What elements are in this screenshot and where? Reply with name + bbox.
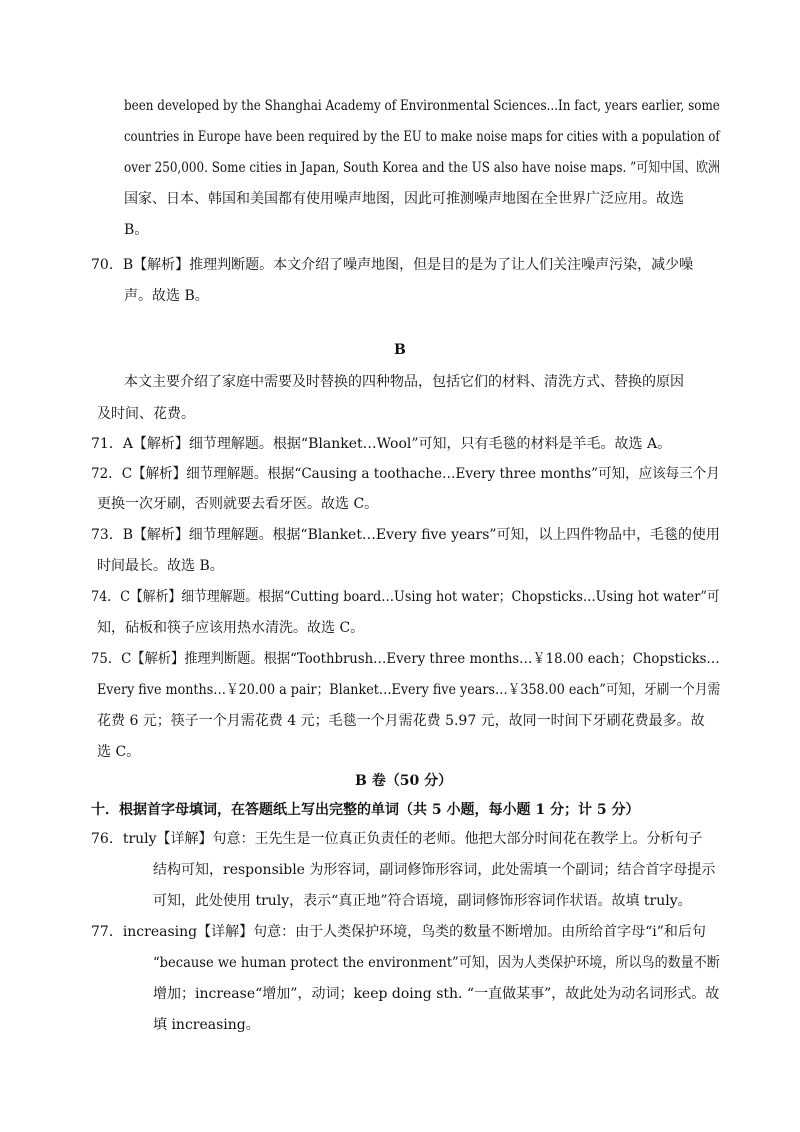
answer-70: 70．B【解析】推理判断题。本文介绍了噪声地图，但是目的是为了让人们关注噪声污染，减少噪 (91, 257, 694, 273)
section-summary: 本文主要介绍了家庭中需要及时替换的四种物品，包括它们的材料、清洗方式、替换的原因 (124, 374, 684, 390)
text-line: 填 increasing。 (153, 1017, 260, 1033)
answer-74: 74．C【解析】细节理解题。根据“Cutting board…Using hot water；Chopsticks…Using hot water”可 (91, 589, 720, 605)
text-line: countries in Europe have been required by the EU to make noise maps for cities with a population of (124, 129, 720, 145)
text-line: over 250,000. Some cities in Japan, South Korea and the US also have noise maps. ”可知中国、欧洲 (124, 160, 721, 176)
text-line: B。 (124, 222, 149, 238)
text-line: Every five months…￥20.00 a pair；Blanket…Every five years…￥358.00 each”可知，牙刷一个月需 (97, 682, 721, 698)
answer-75: 75．C【解析】推理判断题。根据“Toothbrush…Every three months…￥18.00 each；Chopsticks… (91, 651, 720, 667)
text-line: 国家、日本、韩国和美国都有使用噪声地图，因此可推测噪声地图在全世界广泛应用。故选 (124, 191, 684, 207)
text-line: 可知，此处使用 truly，表示“真正地”符合语境，副词修饰形容词作状语。故填 truly。 (153, 893, 692, 909)
text-line: 花费 6 元；筷子一个月需花费 4 元；毛毯一个月需花费 5.97 元，故同一时间下牙刷花费最多。故 (97, 713, 705, 729)
text-line: 增加；increase“增加”，动词；keep doing sth. “一直做某事”，故此处为动名词形式。故 (153, 986, 720, 1002)
text-line: “because we human protect the environment”可知，因为人类保护环境，所以鸟的数量不断 (153, 955, 720, 971)
section-heading-b: B (394, 342, 406, 358)
text-line: 选 C。 (97, 744, 141, 760)
text-line: been developed by the Shanghai Academy of Environmental Sciences...In fact, years earlier, some (124, 98, 720, 114)
text-line: 更换一次牙刷，否则就要去看牙医。故选 C。 (97, 496, 379, 512)
text-line: 知，砧板和筷子应该用热水清洗。故选 C。 (97, 620, 365, 636)
answer-71: 71．A【解析】细节理解题。根据“Blanket…Wool”可知，只有毛毯的材料是羊毛。故选 A。 (91, 436, 672, 452)
section-heading-b-paper: B 卷（50 分） (355, 773, 453, 789)
text-line: 及时间、花费。 (97, 406, 195, 422)
part-ten-heading: 十．根据首字母填词，在答题纸上写出完整的单词（共 5 小题，每小题 1 分；计 5 分） (91, 802, 640, 818)
answer-73: 73．B【解析】细节理解题。根据“Blanket…Every five years”可知，以上四件物品中，毛毯的使用 (91, 527, 720, 543)
text-line: 结构可知，responsible 为形容词，副词修饰形容词，此处需填一个副词；结合首字母提示 (153, 862, 716, 878)
text-line: 声。故选 B。 (124, 288, 209, 304)
text-line: 时间最长。故选 B。 (97, 558, 224, 574)
answer-77: 77．increasing【详解】句意：由于人类保护环境，鸟类的数量不断增加。由所给首字母“i”和后句 (91, 924, 706, 940)
answer-72: 72．C【解析】细节理解题。根据“Causing a toothache…Every three months”可知，应该每三个月 (91, 466, 720, 482)
answer-76: 76．truly【详解】句意：王先生是一位真正负责任的老师。他把大部分时间花在教学上。分析句子 (91, 831, 703, 847)
